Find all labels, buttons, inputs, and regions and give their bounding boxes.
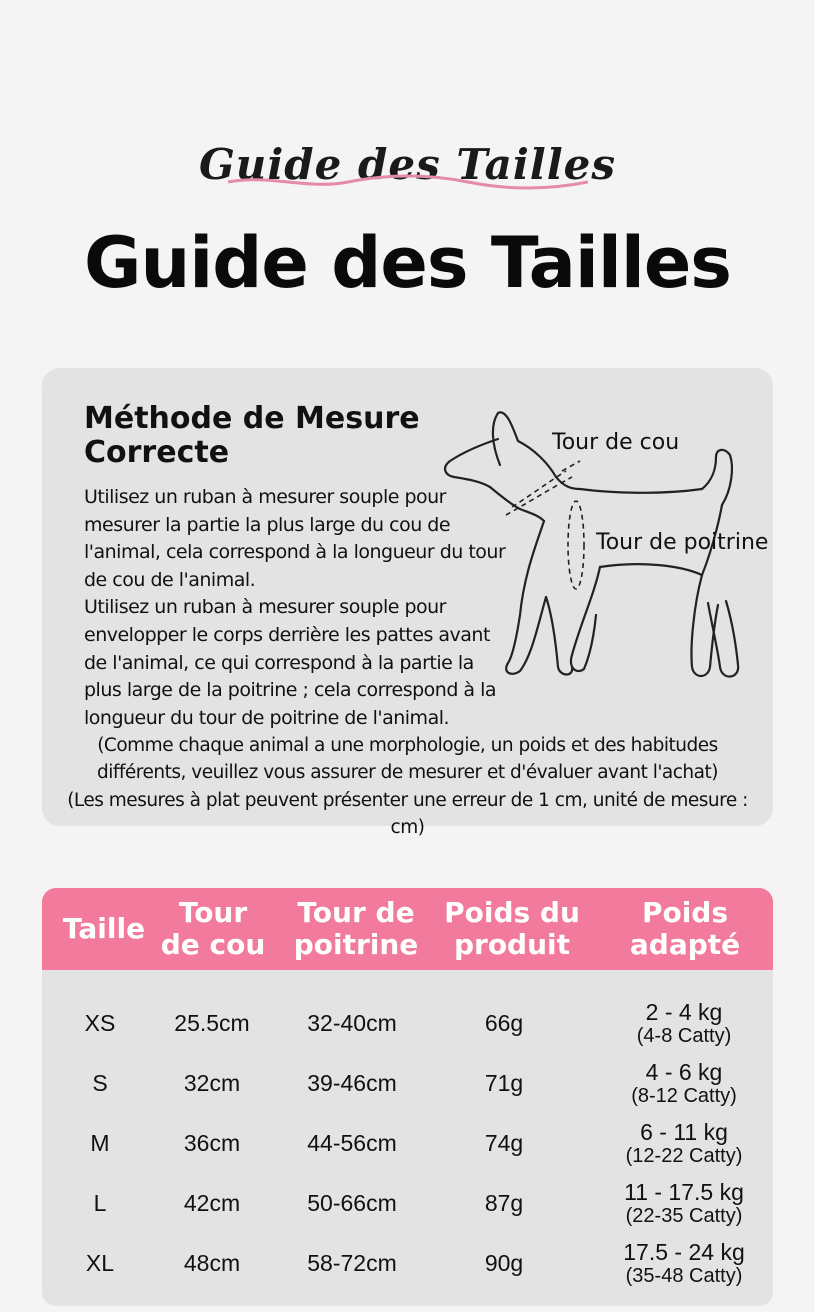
cell-neck: 32cm xyxy=(183,1069,241,1096)
fit-catty: (4-8 Catty) xyxy=(636,1024,732,1047)
morphology-note-line1: (Comme chaque animal a une morphologie, un poids et des habitudes xyxy=(97,735,718,756)
table-row xyxy=(42,1113,773,1173)
header-fit-weight-line2: adapté xyxy=(629,928,741,961)
cell-chest: 39-46cm xyxy=(307,1069,397,1096)
table-row xyxy=(42,1233,773,1293)
cell-weight: 87g xyxy=(484,1189,524,1216)
header-product-weight-line1: Poids du xyxy=(444,896,580,929)
fit-kg: 11 - 17.5 kg xyxy=(624,1178,744,1205)
fit-kg: 6 - 11 kg xyxy=(640,1118,728,1145)
fit-kg: 4 - 6 kg xyxy=(645,1058,723,1085)
size-table-header xyxy=(42,888,773,970)
table-row xyxy=(42,1173,773,1233)
header-product-weight xyxy=(436,888,588,970)
cell-fit xyxy=(602,1233,766,1293)
cell-neck: 36cm xyxy=(183,1129,241,1156)
table-row xyxy=(42,993,773,1053)
cell-fit xyxy=(602,993,766,1053)
cell-size: XL xyxy=(85,1249,115,1276)
header-fit-weight xyxy=(610,888,760,970)
cell-weight: 90g xyxy=(484,1249,524,1276)
cell-chest: 50-66cm xyxy=(307,1189,397,1216)
fit-catty: (12-22 Catty) xyxy=(625,1144,743,1167)
page-title: Guide des Tailles xyxy=(84,222,731,304)
measurement-heading-line1: Méthode de Mesure xyxy=(84,401,420,436)
header-chest-line1: Tour de xyxy=(297,896,415,929)
fit-catty: (22-35 Catty) xyxy=(625,1204,743,1227)
cell-neck: 42cm xyxy=(183,1189,241,1216)
cell-chest: 58-72cm xyxy=(307,1249,397,1276)
cell-weight: 66g xyxy=(484,1009,524,1036)
header-fit-weight-line1: Poids xyxy=(641,896,729,929)
neck-measurement-label: Tour de cou xyxy=(552,430,680,455)
measurement-heading-line2: Correcte xyxy=(84,435,230,470)
cell-size: M xyxy=(90,1129,110,1156)
cell-weight: 74g xyxy=(484,1129,524,1156)
measurement-error-note: (Les mesures à plat peuvent présenter une erreur de 1 cm, unité de mesure : cm) xyxy=(67,790,748,838)
fit-catty: (35-48 Catty) xyxy=(625,1264,743,1287)
chest-instruction: Utilisez un ruban à mesurer souple pour envelopper le corps derrière les pattes avant de l'animal, ce qui correspond à la partie la plus large de la poitrine ; cela correspond à la longueur du tour de poitrine de l'animal. xyxy=(84,596,497,729)
cell-weight: 71g xyxy=(484,1069,524,1096)
pink-wave-underline xyxy=(228,172,588,192)
header-neck xyxy=(158,888,268,970)
decorative-script-title: Guide des Tailles xyxy=(198,140,617,189)
cell-fit xyxy=(602,1173,766,1233)
cell-chest: 44-56cm xyxy=(307,1129,397,1156)
table-row xyxy=(42,1053,773,1113)
cell-fit xyxy=(602,1053,766,1113)
header-chest-line2: poitrine xyxy=(293,928,419,961)
cell-fit xyxy=(602,1113,766,1173)
neck-instruction: Utilisez un ruban à mesurer souple pour mesurer la partie la plus large du cou de l'animal, cela correspond à la longueur du tour de cou de l'animal. xyxy=(84,486,506,591)
header-neck-line2: de cou xyxy=(160,928,266,961)
header-chest xyxy=(286,888,426,970)
header-size xyxy=(50,888,158,970)
cell-size: XS xyxy=(84,1009,116,1036)
cell-neck: 25.5cm xyxy=(174,1009,250,1036)
header-neck-line1: Tour xyxy=(178,896,248,929)
cell-neck: 48cm xyxy=(183,1249,241,1276)
fit-kg: 2 - 4 kg xyxy=(645,998,723,1025)
cell-chest: 32-40cm xyxy=(307,1009,397,1036)
header-size-label: Taille xyxy=(62,912,146,945)
cell-size: L xyxy=(93,1189,107,1216)
size-table xyxy=(42,888,773,1306)
fit-kg: 17.5 - 24 kg xyxy=(623,1238,745,1265)
fit-catty: (8-12 Catty) xyxy=(631,1084,737,1107)
morphology-note-line2: différents, veuillez vous assurer de mesurer et d'évaluer avant l'achat) xyxy=(97,762,718,783)
header-product-weight-line2: produit xyxy=(453,928,571,961)
chest-measurement-label: Tour de poitrine xyxy=(596,530,769,555)
cell-size: S xyxy=(92,1069,108,1096)
